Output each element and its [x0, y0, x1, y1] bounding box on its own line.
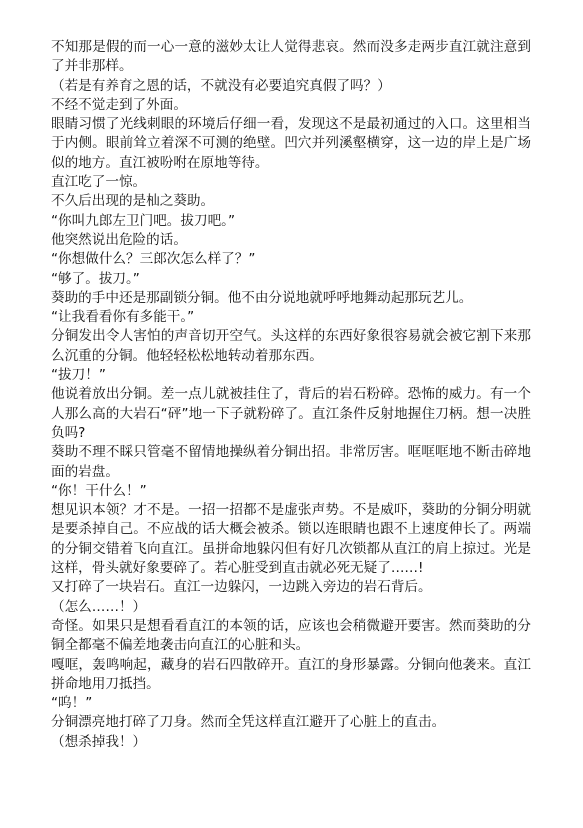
- novel-text-page: [51, 38, 531, 752]
- paragraph: “你想做什么？三郎次怎么样了？”: [51, 251, 256, 268]
- paragraph: “你！干什么！”: [51, 482, 147, 499]
- paragraph: “够了。拔刀。”: [51, 270, 140, 287]
- paragraph: “呜！”: [51, 695, 93, 712]
- paragraph: 分铜漂亮地打碎了刀身。然而全凭这样直江避开了心脏上的直击。: [51, 714, 446, 731]
- paragraph: “你叫九郎左卫门吧。拔刀吧。”: [51, 212, 236, 229]
- paragraph: 葵助的手中还是那副锁分铜。他不由分说地就呼呼地舞动起那玩艺儿。: [51, 289, 473, 306]
- paragraph: 葵助不理不睬只管毫不留情地操纵着分铜出招。非常厉害。哐哐哐地不断击碎地面的岩盘。: [51, 444, 531, 480]
- paragraph: （若是有养育之恩的话，不就没有必要追究真假了吗？）: [51, 77, 391, 94]
- paragraph: 又打碎了一块岩石。直江一边躲闪，一边跳入旁边的岩石背后。: [51, 579, 432, 596]
- paragraph: “拔刀！”: [51, 367, 106, 384]
- paragraph: （想杀掉我！）: [51, 733, 147, 750]
- paragraph: 不经不觉走到了外面。: [51, 96, 187, 113]
- paragraph: 嘎哐，轰鸣响起，藏身的岩石四散碎开。直江的身形暴露。分铜向他袭来。直江拼命地用刀抵挡。: [51, 656, 531, 692]
- paragraph: “让我看看你有多能干。”: [51, 309, 195, 326]
- paragraph: 他说着放出分铜。差一点儿就被挂住了，背后的岩石粉碎。恐怖的威力。有一个人那么高的大岩石“砰”地一下子就粉碎了。直江条件反射地握住刀柄。想一决胜负吗?: [51, 386, 531, 441]
- paragraph: 想见识本领？才不是。一招一招都不是虚张声势。不是威吓，葵助的分铜分明就是要杀掉自己。不应战的话大概会被杀。锁以连眼睛也跟不上速度伸长了。两端的分铜交错着飞向直江。虽拼命地躲闪但有好几次锁都从直江的肩上掠过。光是这样，骨头就好象要碎了。若心脏受到直击就必死无疑了……!: [51, 502, 531, 577]
- paragraph: 奇怪。如果只是想看看直江的本领的话，应该也会稍微避开要害。然而葵助的分铜全都毫不偏差地袭击向直江的心脏和头。: [51, 617, 531, 654]
- paragraph: 分铜发出令人害怕的声音切开空气。头这样的东西好象很容易就会被它割下来那么沉重的分铜。他轻轻松松地转动着那东西。: [51, 328, 531, 364]
- paragraph: 不知那是假的而一心一意的滋妙太让人觉得悲哀。然而没多走两步直江就注意到了并非那样。: [51, 39, 531, 75]
- paragraph: 他突然说出危险的话。: [51, 231, 187, 248]
- paragraph: （怎么……！）: [51, 598, 147, 615]
- paragraph: 不久后出现的是杣之葵助。: [51, 193, 215, 210]
- paragraph: 直江吃了一惊。: [51, 174, 147, 191]
- paragraph: 眼睛习惯了光线刺眼的环境后仔细一看，发现这不是最初通过的入口。这里相当于内侧。眼前耸立着深不可测的绝壁。凹穴并列溪壑横穿，这一边的岸上是广场似的地方。直江被吩咐在原地等待。: [51, 116, 531, 171]
